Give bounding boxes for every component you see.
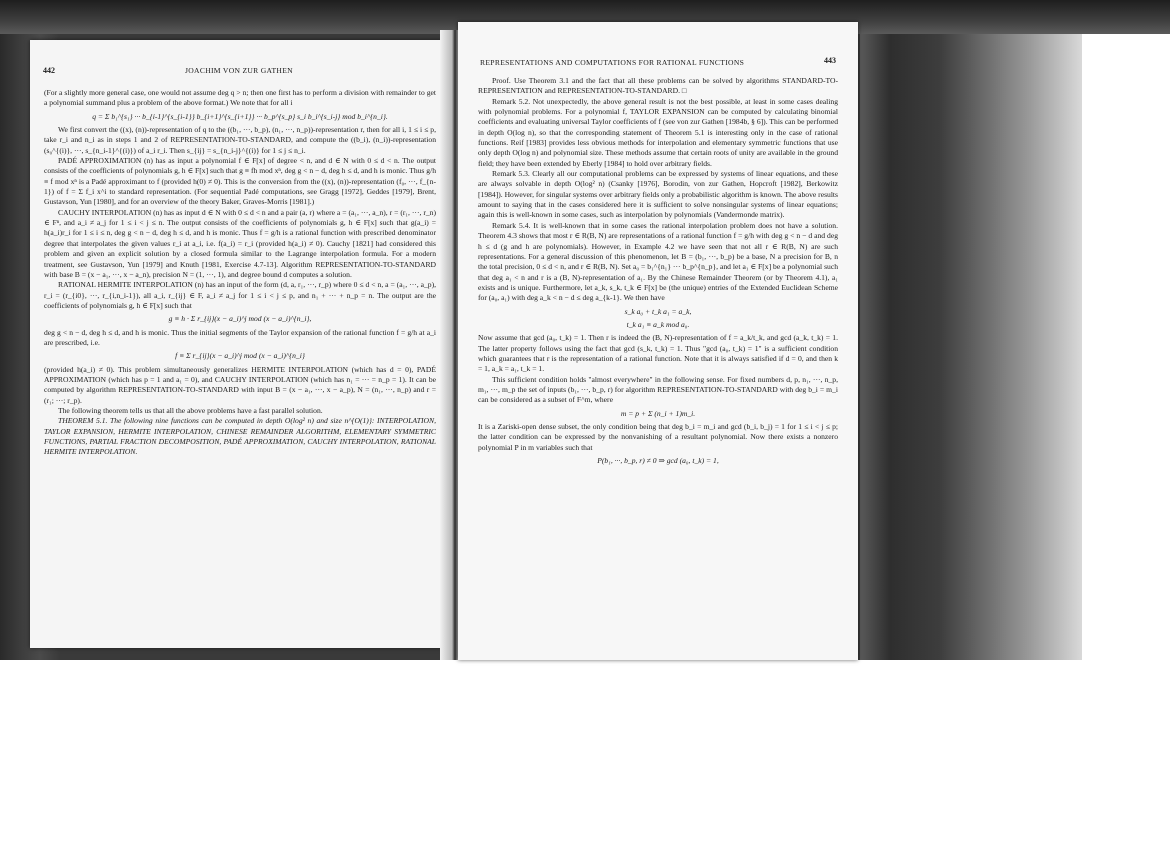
paragraph: Remark 5.3. Clearly all our computational problems can be expressed by systems of linear equations, and these are always solvable in depth O(log² n) (Csanky [1976], Borodin, von zur Gathen, Hopcroft [1982], Berkowitz [1984]). However, for singular systems over arbitrary fields only a probabilistic algorithm is known. The above results amount to saying that in the cases considered here it is sufficient to solve nonsingular systems of linear equations; again this is well-known in some cases, such as interpolation by polynomials (Vandermonde matrix). xyxy=(478,169,838,220)
formula: s_k a₀ + t_k a₁ = a_k, xyxy=(624,306,692,316)
formula: g ≡ h · Σ r_{ij}(x − a_i)^j mod (x − a_i)^{n_i}, xyxy=(168,314,312,324)
left-running-head: JOACHIM VON ZUR GATHEN xyxy=(185,66,293,75)
left-page xyxy=(30,40,450,648)
paragraph: (For a slightly more general case, one would not assume deg q > n; then one first has to perform a division with remainder to get a polynomial summand plus a problem of the above format.) We note that for all i xyxy=(44,88,436,108)
paragraph: Proof. Use Theorem 3.1 and the fact that all these problems can be solved by algorithms STANDARD-TO-REPRESENTATION and REPRESENTATION-TO-STANDARD. □ xyxy=(478,76,838,96)
paragraph: PADÉ APPROXIMATION (n) has as input a polynomial f ∈ F[x] of degree < n, and d ∈ N with 0 ≤ d < n. The output consists of the coefficients of polynomials g, h ∈ F[x] such that g ≡ fh mod xⁿ, deg g < n − d, deg h ≤ d, and h is monic. Thus g/h ≡ f mod xⁿ is a Padé approximant to f (provided h(0) ≠ 0). This is the conversion from the ((x), (n))-representation (f₀, ···, f_{n-1}) of f = Σ f_i x^i to standard representation. (For sequential Padé computations, see Gragg [1972], Geddes [1979], Brent, Gustavson, Yun [1980], and for an overview of the theory Baker, Graves-Morris [1981].) xyxy=(44,156,436,207)
paragraph: Remark 5.4. It is well-known that in some cases the rational interpolation problem does not have a solution. Theorem 4.3 shows that most r ∈ R(B, N) are representations of a rational function f = g/h with deg g < n − d and deg h ≤ d (g and h are polynomials). However, in Example 4.2 we have seen that not all r ∈ R(B, N) are such representations. For a general discussion of this phenomenon, let B = (b₁, ···, b_p) be a base, N a precision for B, n the total precision, 0 ≤ d < n, and r ∈ R(B, N). Set a₀ = b₁^{n₁} ··· b_p^{n_p}, and let a₁ ∈ F[x] be a polynomial such that deg a₁ < n and r is a (B, N)-representation of a₁. By the Chinese Remainder Theorem (or by Theorem 4.1), a₁ exists and is unique. Furthermore, let a_k, s_k, t_k ∈ F[x] be (the unique) entries of the Extended Euclidean Scheme for (a₀, a₁) with deg a_k < n − d ≤ deg a_{k-1}. We then have xyxy=(478,220,838,303)
paragraph: Remark 5.2. Not unexpectedly, the above general result is not the best possible, at least in some cases dealing with polynomial problems. For a polynomial f, TAYLOR EXPANSION can be computed by calculating binomial coefficients and evaluating universal Taylor coefficients of f (see von zur Gathen [1984b, § 6]). This can be performed in depth O(log n), so that the corresponding statement of Theorem 5.1 is interesting only in the case of rational functions. Reif [1983] provides less obvious methods for interpolation and elementary symmetric functions that use only depth O(log n) and polynomial size. These methods assume that certain roots of unity are available in the ground field; they have been extended by Eberly [1984] to hold over arbitrary fields. xyxy=(478,96,838,168)
paragraph: RATIONAL HERMITE INTERPOLATION (n) has an input of the form (d, a, r₁, ···, r_p) where 0 ≤ d < n, a = (a₁, ···, a_p), r_i = (r_{i0}, ···, r_{i,n_i-1}), all a_i, r_{ij} ∈ F, a_i ≠ a_j for 1 ≤ i < j ≤ p, and n₁ + ··· + n_p = n. The output are the coefficients of polynomials g, h ∈ F[x] such that xyxy=(44,280,436,310)
formula: t_k a₁ ≡ a_k mod a₀. xyxy=(626,319,690,329)
scanner-background-right xyxy=(860,0,1082,660)
paragraph: CAUCHY INTERPOLATION (n) has as input d ∈ N with 0 ≤ d < n and a pair (a, r) where a = (a₁, ···, a_n), r = (r₁, ···, r_n) ∈ Fⁿ, and a_i ≠ a_j for 1 ≤ i < j ≤ n. The output consists of the coefficients of polynomials g, h ∈ F[x] such that g(a_i) = h(a_i)r_i for 1 ≤ i ≤ n, deg g < n − d, deg h ≤ d, and h is monic. Thus f = g/h is a rational function with prescribed denominator degree that interpolates the given values r_i at a_i, i.e. f(a_i) = r_i (provided h(a_i) ≠ 0). Cauchy [1821] had considered this problem and given an explicit solution by a closed formula similar to the Lagrange interpolation formula. For a modern treatment, see Gustavson, Yun [1979] and Knuth [1981, Exercise 4.7-13]. Algorithm REPRESENTATION-TO-STANDARD with base B = (x − a₁, ···, x − a_n), precision N = (1, ···, 1), and degree bound d computes a solution. xyxy=(44,207,436,279)
left-page-body xyxy=(44,88,436,458)
formula: q = Σ b₁^{s₁} ··· b_{i-1}^{s_{i-1}} b_{i+1}^{s_{i+1}} ··· b_p^{s_p} s_i b_i^{s_i-j} mod b_i^{n_i}. xyxy=(92,111,388,121)
formula: f ≡ Σ r_{ij}(x − a_i)^j mod (x − a_i)^{n_i} xyxy=(175,351,305,361)
formula: P(b₁, ···, b_p, r) ≠ 0 ⇒ gcd (a₀, t_k) = 1, xyxy=(597,456,719,466)
theorem: THEOREM 5.1. The following nine functions can be computed in depth O(log² n) and size n^{O(1)}: INTERPOLATION, TAYLOR EXPANSION, HERMITE INTERPOLATION, CHINESE REMAINDER ALGORITHM, ELEMENTARY SYMMETRIC FUNCTIONS, PARTIAL FRACTION DECOMPOSITION, PADÉ APPROXIMATION, CAUCHY INTERPOLATION, RATIONAL HERMITE INTERPOLATION. xyxy=(44,416,436,457)
right-page xyxy=(458,22,858,660)
paragraph: deg g < n − d, deg h ≤ d, and h is monic. Thus the initial segments of the Taylor expansion of the rational function f = g/h at a_i are prescribed, i.e. xyxy=(44,327,436,347)
right-running-head: REPRESENTATIONS AND COMPUTATIONS FOR RATIONAL FUNCTIONS xyxy=(480,58,745,67)
paragraph: It is a Zariski-open dense subset, the only condition being that deg b_i = m_i and gcd (b_i, b_j) = 1 for 1 ≤ i < j ≤ p; the latter condition can be expressed by the nonvanishing of a resultant polynomial. Now there exists a nonzero polynomial P in m variables such that xyxy=(478,422,838,452)
left-page-number: 442 xyxy=(43,66,55,75)
formula: m = p + Σ (n_i + 1)m_i. xyxy=(620,408,696,418)
paragraph: Now assume that gcd (a₀, t_k) = 1. Then r is indeed the (B, N)-representation of f = a_k/t_k, and gcd (a_k, t_k) = 1. The latter property follows using the fact that gcd (s_k, t_k) = 1. Thus "gcd (a₀, t_k) = 1" is a sufficient condition which guarantees that r is the representation of a rational function. Note that it is always satisfied if d = 0, and then k = 1, a_k = a₁, t_k = 1. xyxy=(478,333,838,374)
paragraph: We first convert the ((x), (n))-representation of q to the ((b₁, ···, b_p), (n₁, ···, n_p))-representation r, then for all i, 1 ≤ i ≤ p, take r_i and n_i as in steps 1 and 2 of REPRESENTATION-TO-STANDARD, and compute the ((b_i), (n_i))-representation (s₀^{(i)}, ···, s_{n_i-1}^{(i)}) of a_i r_i. Then s_{ij} = s_{n_i-j}^{(i)} for 1 ≤ j ≤ n_i. xyxy=(44,125,436,155)
right-page-number: 443 xyxy=(824,56,836,65)
paragraph: (provided h(a_i) ≠ 0). This problem simultaneously generalizes HERMITE INTERPOLATION (which has d = 0), PADÉ APPROXIMATION (which has p = 1 and a₁ = 0), and CAUCHY INTERPOLATION (which has n₁ = ··· = n_p = 1). It can be computed by algorithm REPRESENTATION-TO-STANDARD with input B = (x − a₁, ···, x − a_p), N = (n₁, ···, n_p) and r = (r₁; ···; r_p). xyxy=(44,364,436,405)
right-page-body xyxy=(478,76,838,469)
paragraph: This sufficient condition holds "almost everywhere" in the following sense. For fixed numbers d, p, n₁, ···, n_p, m₁, ···, m_p the set of inputs (b₁, ···, b_p, r) for algorithm REPRESENTATION-TO-STANDARD with deg b_i = m_i can be considered as a subset of F^m, where xyxy=(478,374,838,405)
paragraph: The following theorem tells us that all the above problems have a fast parallel solution. xyxy=(58,405,323,415)
